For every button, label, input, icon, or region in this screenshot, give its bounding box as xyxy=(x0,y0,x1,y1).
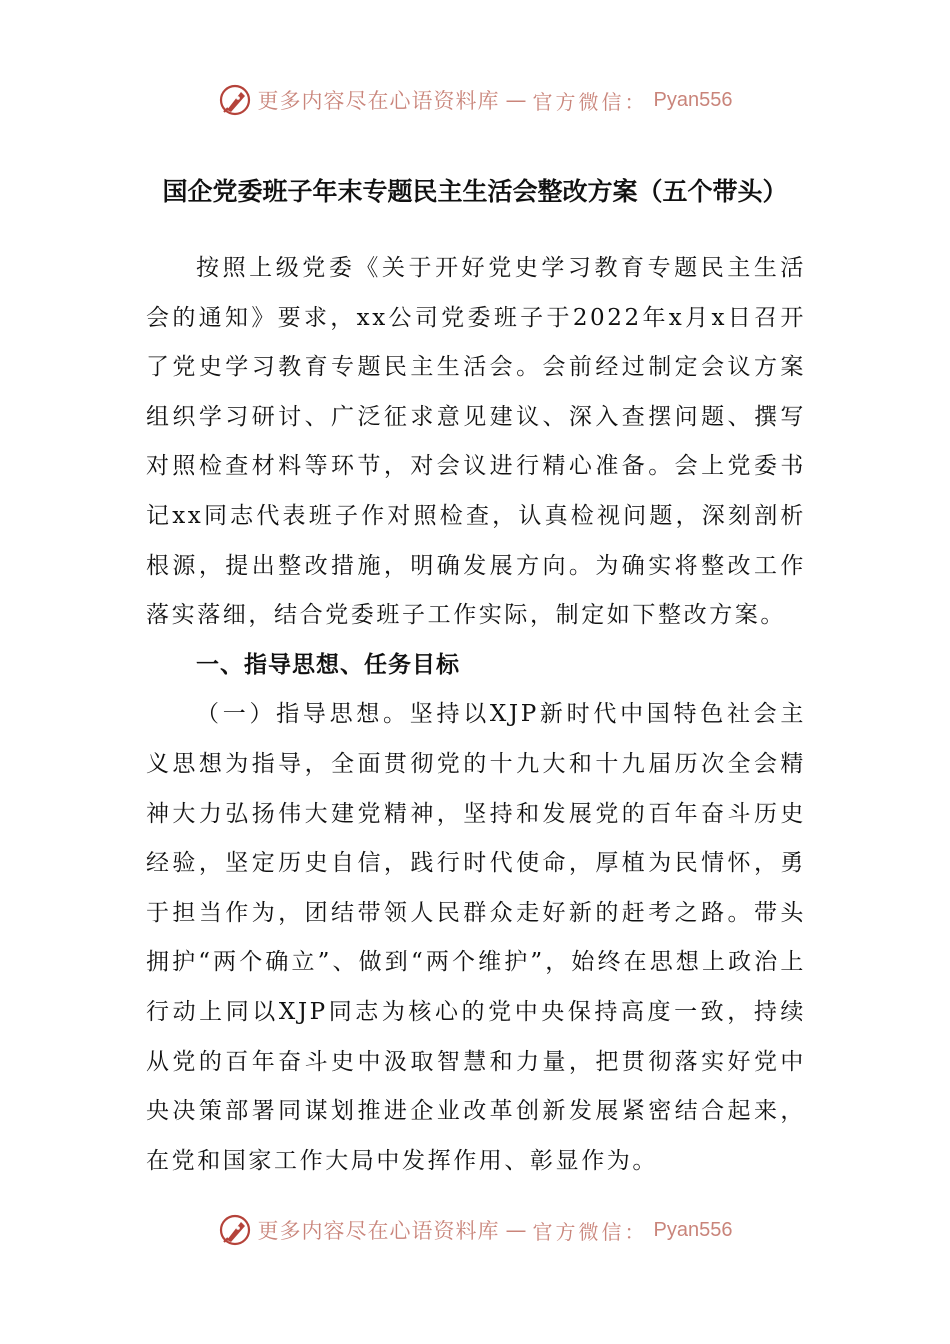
document-title: 国企党委班子年末专题民主生活会整改方案（五个带头） xyxy=(162,177,788,206)
promo-separator: — xyxy=(505,88,527,112)
promo-separator: — xyxy=(505,1218,527,1242)
subsection-label: （一）指导思想。 xyxy=(196,701,410,728)
promo-banner-bottom[interactable] xyxy=(0,1208,950,1252)
promo-text: 更多内容尽在心语资料库 xyxy=(257,89,500,113)
subsection-text: 坚持以XJP新时代中国特色社会主义思想为指导，全面贯彻党的十九大和十九届历次全会精神大力弘扬伟大建党精神，坚持和发展党的百年奋斗历史经验，坚定历史自信，践行时代使命，厚植为民情怀，勇于担当作为，团结带领人民群众走好新的赶考之路。带头拥护“两个确立”、做到“两个维护”，始终在思想上政治上行动上同以XJP同志为核心的党中央保持高度一致，持续从党的百年奋斗史中汲取智慧和力量，把贯彻落实好党中央决策部署同谋划推进企业改革创新发展紧密结合起来，在党和国家工作大局中发挥作用、彰显作为。 xyxy=(146,701,806,1174)
guiding-thought-paragraph xyxy=(146,690,806,1186)
pen-nib-circle-icon xyxy=(218,1213,252,1247)
promo-text: 更多内容尽在心语资料库 xyxy=(257,1219,500,1243)
wechat-id: Pyan556 xyxy=(653,1218,733,1241)
wechat-label: 官方微信： xyxy=(532,1219,648,1244)
wechat-label: 官方微信： xyxy=(532,89,648,114)
promo-banner-top[interactable] xyxy=(0,78,950,122)
intro-paragraph: 按照上级党委《关于开好党史学习教育专题民主生活会的通知》要求，xx公司党委班子于2022年x月x日召开了党史学习教育专题民主生活会。会前经过制定会议方案组织学习研讨、广泛征求意见建议、深入查摆问题、撰写对照检查材料等环节，对会议进行精心准备。会上党委书记xx同志代表班子作对照检查，认真检视问题，深刻剖析根源，提出整改措施，明确发展方向。为确实将整改工作落实落细，结合党委班子工作实际，制定如下整改方案。 xyxy=(146,255,806,629)
wechat-id: Pyan556 xyxy=(653,88,733,111)
pen-nib-circle-icon xyxy=(218,83,252,117)
document-body xyxy=(146,244,806,1186)
section-heading: 一、指导思想、任务目标 xyxy=(196,651,460,678)
